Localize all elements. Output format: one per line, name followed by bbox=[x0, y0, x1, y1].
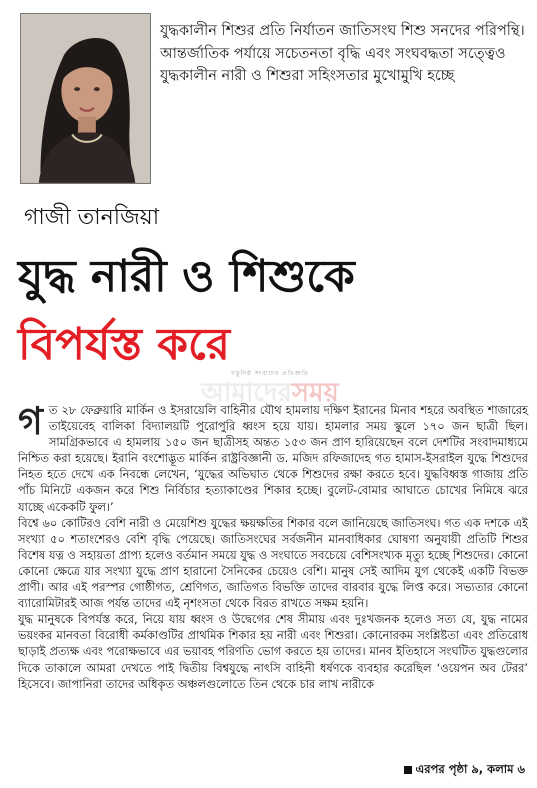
article-body bbox=[18, 399, 528, 692]
drop-cap: গ bbox=[18, 399, 43, 443]
paragraph-1-text: ত ২৮ ফেব্রুয়ারি মার্কিন ও ইসরায়েলি বাহিনীর যৌথ হামলায় দক্ষিণ ইরানের মিনাব শহরে অবস্থিত শাজারেহ তাইয়েবেহ বালিকা বিদ্যালয়টি পুরোপুরি ধ্বংস হয়ে যায়। হামলার সময় স্কুলে ১৭০ জন ছাত্রী ছিল। সামগ্রিকভাবে এ হামলায় ১৫০ জন ছাত্রীসহ অন্তত ১৫৩ জন প্রাণ হারিয়েছেন বলে দেশটির সংবাদমাধ্যমে নিশ্চিত করা হয়েছে। ইরানি বংশোদ্ভূত মার্কিন রাষ্ট্রবিজ্ঞানী ড. মজিদ রফিজাদেহ গত হামাস-ইসরাইল যুদ্ধে শিশুদের নিহত হতে দেখে এক নিবন্ধে লেখেন, ‘যুদ্ধের অভিঘাত থেকে শিশুদের রক্ষা করতে হবে। যুদ্ধবিধ্বস্ত গাজায় প্রতি পাঁচ মিনিটে একজন করে শিশু নির্বিচার হত্যাকাণ্ডের শিকার হচ্ছে। বুলেট-বোমার আঘাতে চোখের নিমিষে ঝরে যাচ্ছে একেকটি ফুল।’ bbox=[18, 403, 528, 514]
watermark-tagline: বস্তুনিষ্ঠ সংবাদের প্রতিশ্রুতি bbox=[231, 370, 309, 377]
author-name: গাজী তানজিয়া bbox=[24, 205, 160, 230]
square-bullet-icon bbox=[404, 766, 412, 774]
headline-line-2: বিপর্যস্ত করে bbox=[18, 319, 230, 370]
headline-line-1: যুদ্ধ নারী ও শিশুকে bbox=[18, 251, 355, 302]
continuation-note bbox=[404, 761, 526, 777]
article-paragraph-1 bbox=[18, 399, 528, 515]
continuation-text: এরপর পৃষ্ঠা ৯, কলাম ৬ bbox=[415, 762, 525, 776]
teaser-blurb bbox=[160, 20, 530, 88]
author-photo bbox=[20, 13, 151, 184]
watermark-logo-right: সময় bbox=[291, 378, 339, 408]
watermark-logo-left: আমাদের bbox=[201, 378, 292, 408]
teaser-text: যুদ্ধকালীন শিশুর প্রতি নির্যাতন জাতিসংঘ শিশু সনদের পরিপন্থি। আন্তর্জাতিক পর্যায়ে সচেতনতা বৃদ্ধি এবং সংঘবদ্ধতা সত্ত্বেও যুদ্ধকালীন নারী ও শিশুরা সহিংসতার মুখোমুখি হচ্ছে bbox=[160, 23, 525, 84]
article-paragraph-3: যুদ্ধ মানুষকে বিপর্যস্ত করে, নিয়ে যায় ধ্বংস ও উদ্বেগের শেষ সীমায় এবং দুঃখজনক হলেও সত্য যে, যুদ্ধ নামের ভয়ংকর মানবতা বিরোধী কর্মকাণ্ডটির প্রাথমিক শিকার হয় নারী এবং শিশুরা। কোনোরকম সংশ্লিষ্টতা এবং প্রতিরোধ ছাড়াই প্রত্যক্ষ এবং পরোক্ষভাবে এর ভয়াবহ পরিণতি ভোগ করতে হয় তাদের। মানব ইতিহাসে সংঘটিত যুদ্ধগুলোর দিকে তাকালে আমরা দেখতে পাই দ্বিতীয় বিশ্বযুদ্ধে নাৎসি বাহিনী ধর্ষণকে ব্যবহার করেছিল ‘ওয়েপন অব টেরর’ হিসেবে। জাপানিরা তাদের অধিকৃত অঞ্চলগুলোতে তিন থেকে চার লাখ নারীকে bbox=[18, 612, 528, 691]
article-paragraph-2: বিশ্বে ৬০ কোটিরও বেশি নারী ও মেয়েশিশু যুদ্ধের ক্ষয়ক্ষতির শিকার বলে জানিয়েছে জাতিসংঘ। গত এক দশকে এই সংখ্যা ৫০ শতাংশেরও বেশি বৃদ্ধি পেয়েছে। জাতিসংঘের সর্বজনীন মানবাধিকার ঘোষণা অনুযায়ী প্রতিটি শিশুর বিশেষ যত্ন ও সহায়তা প্রাপ্য হলেও বর্তমান সময়ে যুদ্ধ ও সংঘাতে সবচেয়ে বেশিসংখ্যক মৃত্যু হচ্ছে শিশুদের। কোনো কোনো ক্ষেত্রে যার সংখ্যা যুদ্ধে প্রাণ হারানো সৈনিকের চেয়েও বেশি। মানুষ সেই আদিম যুগ থেকেই একটি বিভক্ত প্রাণী। আর এই পরস্পর গোষ্ঠীগত, শ্রেণিগত, জাতিগত বিভক্তি তাদের বারবার যুদ্ধে লিপ্ত করে। সভ্যতার কোনো ব্যারোমিটারই আজ পর্যন্ত তাদের এই নৃশংসতা থেকে বিরত রাখতে সক্ষম হয়নি। bbox=[18, 515, 528, 611]
